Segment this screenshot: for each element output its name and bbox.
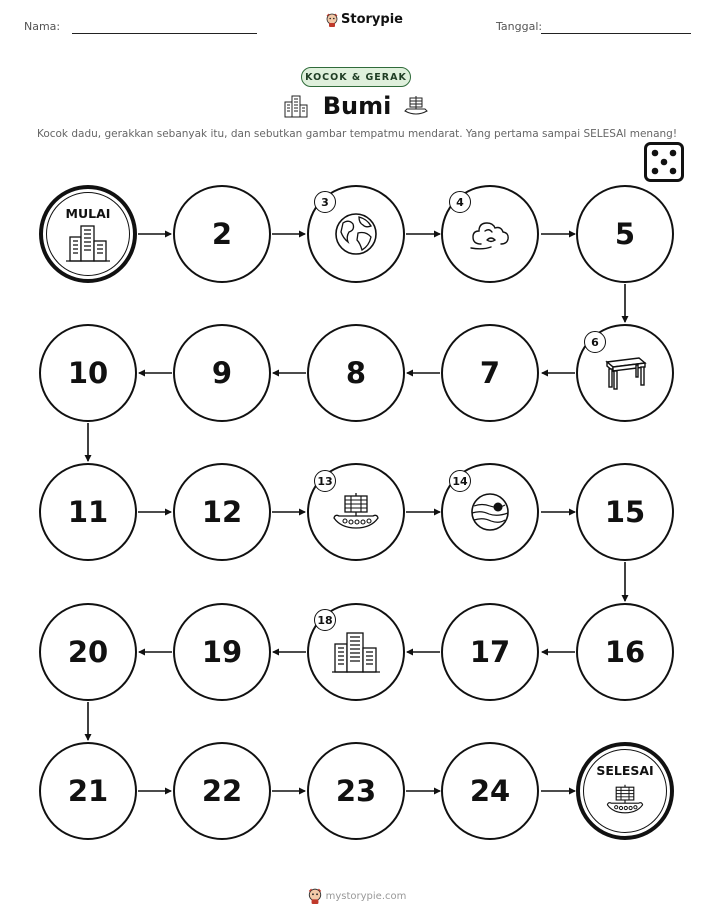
cell-number: 21 (67, 774, 109, 808)
board-cell-19 (173, 603, 271, 701)
cell-number-pin: 3 (314, 191, 336, 213)
cell-number: 19 (201, 635, 243, 669)
cell-number: 15 (604, 495, 646, 529)
footer (0, 888, 714, 904)
date-label: Tanggal: (496, 20, 543, 33)
cell-number: 9 (211, 356, 233, 390)
footer-site[interactable]: mystorypie.com (325, 890, 407, 902)
instructions: Kocok dadu, gerakkan sebanyak itu, dan sebutkan gambar tempatmu mendarat. Yang pertama sampai SELESAI menang! (36, 128, 678, 140)
cell-number: 17 (469, 635, 511, 669)
cell-number: 12 (201, 495, 243, 529)
table-icon (603, 356, 647, 390)
cell-label: SELESAI (596, 763, 654, 778)
board-cell-17 (441, 603, 539, 701)
cell-number: 23 (335, 774, 377, 808)
board-cell-20 (39, 603, 137, 701)
brand-name: Storypie (341, 12, 403, 27)
board-cell-11 (39, 463, 137, 561)
board-cell-22 (173, 742, 271, 840)
cell-number-pin: 13 (314, 470, 336, 492)
cell-number-pin: 14 (449, 470, 471, 492)
cell-number: 10 (67, 356, 109, 390)
cell-number-pin: 18 (314, 609, 336, 631)
cell-number: 24 (469, 774, 511, 808)
board-cell-8 (307, 324, 405, 422)
board-cell-16 (576, 603, 674, 701)
board-cell-2 (173, 185, 271, 283)
board-cell-5 (576, 185, 674, 283)
cell-number: 8 (345, 356, 367, 390)
activity-badge: KOCOK & GERAK (301, 67, 411, 87)
board-cell-start (39, 185, 137, 283)
board-cell-10 (39, 324, 137, 422)
cell-number: 22 (201, 774, 243, 808)
cell-number: 7 (479, 356, 501, 390)
viking-ship-icon (605, 782, 645, 818)
cell-label: MULAI (65, 206, 111, 221)
cell-number: 11 (67, 495, 109, 529)
board-cell-23 (307, 742, 405, 840)
board-cell-12 (173, 463, 271, 561)
globe-icon (333, 211, 379, 257)
mascot-icon (308, 888, 322, 904)
buildings-icon (332, 630, 380, 674)
name-label: Nama: (24, 20, 61, 33)
cell-number: 16 (604, 635, 646, 669)
board-cell-24 (441, 742, 539, 840)
cell-number: 20 (67, 635, 109, 669)
cell-number-pin: 4 (449, 191, 471, 213)
viking-ship-icon (331, 490, 381, 534)
board-cell-7 (441, 324, 539, 422)
cell-number-pin: 6 (584, 331, 606, 353)
wind-cloud-icon (467, 214, 513, 254)
board-cell-9 (173, 324, 271, 422)
page-title: Bumi (322, 92, 392, 120)
board-cell-21 (39, 742, 137, 840)
cell-number: 5 (614, 217, 636, 251)
board-cell-finish (576, 742, 674, 840)
planet-icon (467, 489, 513, 535)
buildings-icon (66, 223, 110, 263)
cell-number: 2 (211, 217, 233, 251)
board-cell-15 (576, 463, 674, 561)
